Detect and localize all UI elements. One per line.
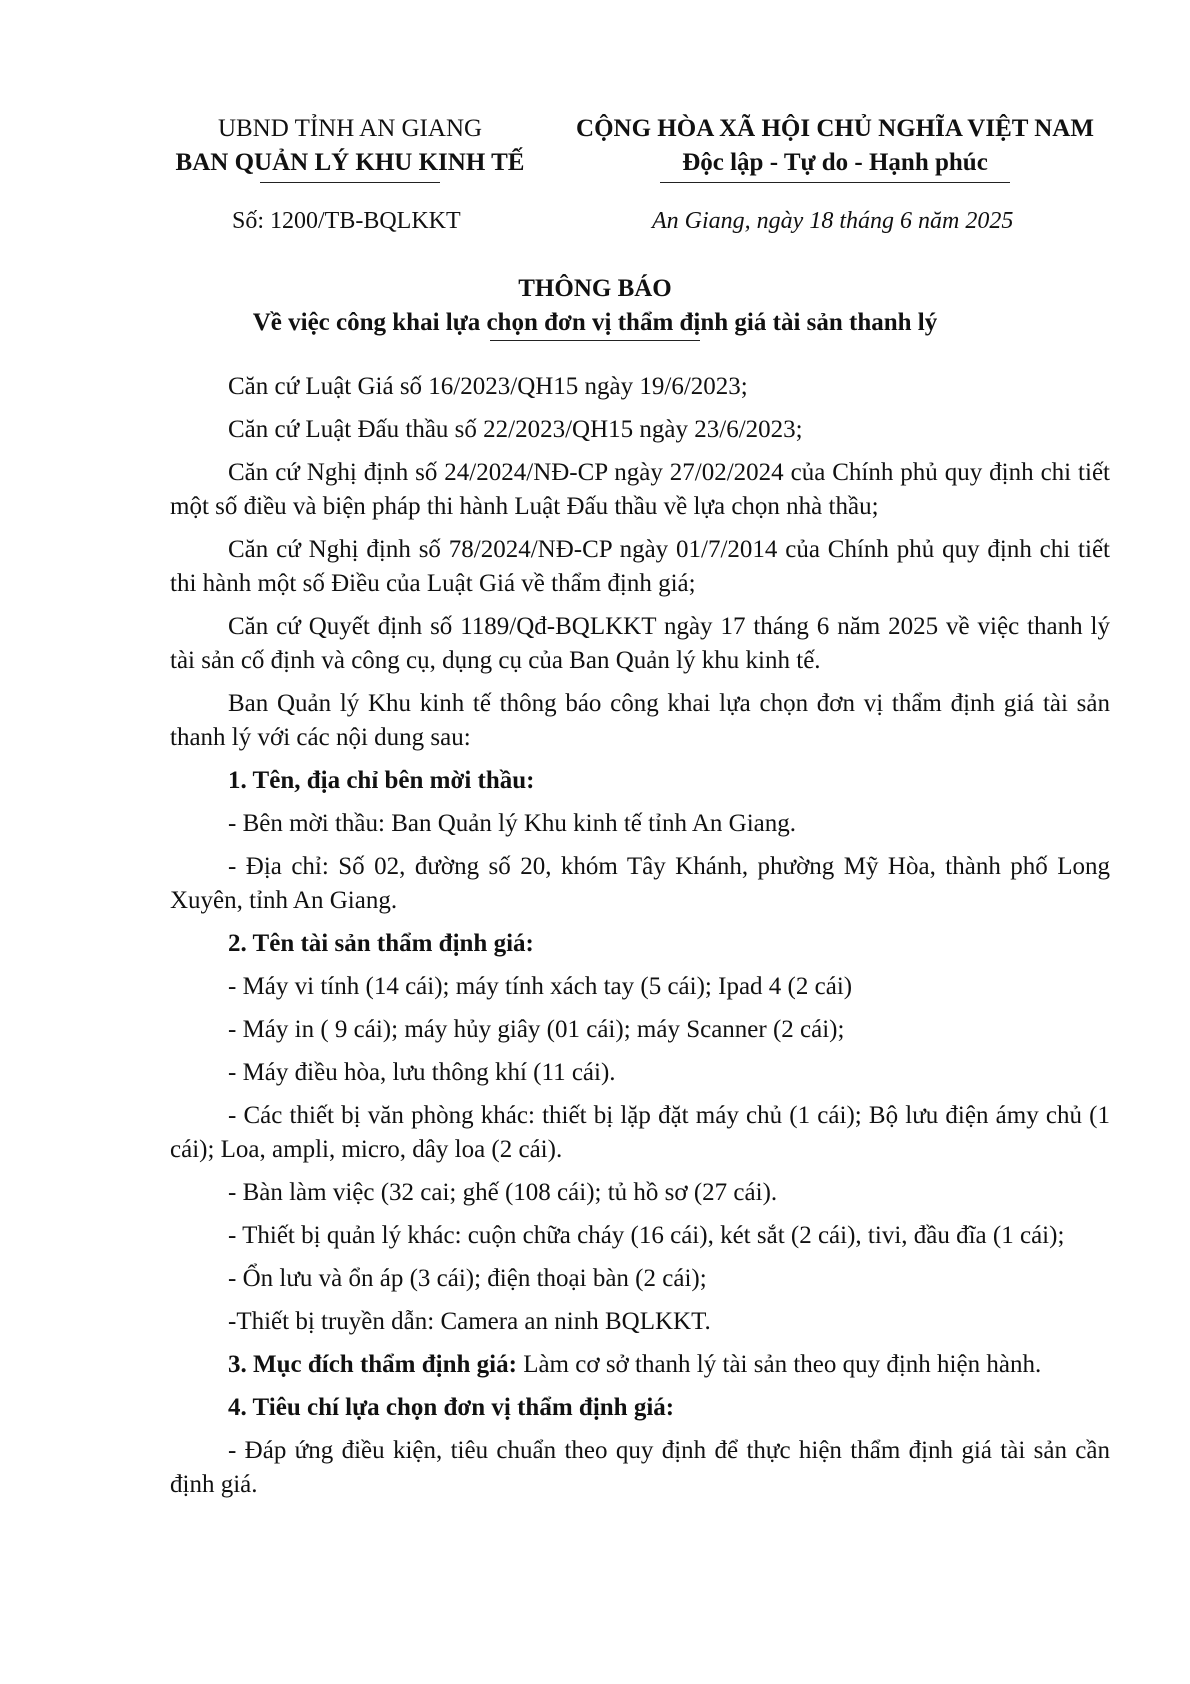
- agency-underline: [260, 182, 440, 183]
- legal-basis-4: Căn cứ Nghị định số 78/2024/NĐ-CP ngày 01/7/2014 của Chính phủ quy định chi tiết thi hành một số Điều của Luật Giá về thẩm định giá;: [170, 536, 1110, 597]
- national-motto-block: [570, 112, 1100, 183]
- section-1-heading: 1. Tên, địa chỉ bên mời thầu:: [228, 767, 535, 794]
- section-1-item: - Bên mời thầu: Ban Quản lý Khu kinh tế tỉnh An Giang.: [228, 810, 797, 837]
- asset-list-item: - Máy vi tính (14 cái); máy tính xách tay (5 cái); Ipad 4 (2 cái): [228, 973, 853, 1000]
- section-3-heading: 3. Mục đích thẩm định giá:: [228, 1351, 517, 1378]
- place-and-date: An Giang, ngày 18 tháng 6 năm 2025: [652, 208, 1014, 234]
- title-block: [100, 272, 1090, 341]
- section-4-item: - Đáp ứng điều kiện, tiêu chuẩn theo quy định để thực hiện thẩm định giá tài sản cần định giá.: [170, 1437, 1110, 1498]
- issuing-agency-block: [140, 112, 560, 183]
- country-name: CỘNG HÒA XÃ HỘI CHỦ NGHĨA VIỆT NAM: [576, 115, 1094, 142]
- subtitle-underline: [490, 340, 700, 341]
- document-body: [170, 370, 1110, 1511]
- asset-list-item: - Thiết bị quản lý khác: cuộn chữa cháy (16 cái), két sắt (2 cái), tivi, đầu đĩa (1 cái);: [228, 1222, 1065, 1249]
- legal-basis-1: Căn cứ Luật Giá số 16/2023/QH15 ngày 19/6/2023;: [228, 373, 748, 400]
- section-3-text: Làm cơ sở thanh lý tài sản theo quy định hiện hành.: [516, 1351, 1042, 1378]
- intro-paragraph: Ban Quản lý Khu kinh tế thông báo công khai lựa chọn đơn vị thẩm định giá tài sản thanh lý với các nội dung sau:: [170, 690, 1110, 751]
- asset-list-item: - Các thiết bị văn phòng khác: thiết bị lặp đặt máy chủ (1 cái); Bộ lưu điện ámy chủ (1 cái); Loa, ampli, micro, dây loa (2 cái).: [170, 1102, 1110, 1163]
- document-subtitle: Về việc công khai lựa chọn đơn vị thẩm định giá tài sản thanh lý: [252, 309, 938, 336]
- asset-list-item: - Máy điều hòa, lưu thông khí (11 cái).: [228, 1059, 616, 1086]
- section-2-heading: 2. Tên tài sản thẩm định giá:: [228, 930, 534, 957]
- legal-basis-2: Căn cứ Luật Đấu thầu số 22/2023/QH15 ngày 23/6/2023;: [228, 416, 803, 443]
- agency-name: BAN QUẢN LÝ KHU KINH TẾ: [175, 149, 525, 176]
- legal-basis-3: Căn cứ Nghị định số 24/2024/NĐ-CP ngày 27/02/2024 của Chính phủ quy định chi tiết một số điều và biện pháp thi hành Luật Đấu thầu về lựa chọn nhà thầu;: [170, 459, 1110, 520]
- section-3: [170, 1348, 1110, 1382]
- motto-underline: [660, 182, 1010, 183]
- asset-list-item: - Bàn làm việc (32 cai; ghế (108 cái); tủ hồ sơ (27 cái).: [228, 1179, 778, 1206]
- document-number: Số: 1200/TB-BQLKKT: [232, 208, 461, 234]
- parent-agency-name: UBND TỈNH AN GIANG: [217, 115, 483, 142]
- section-1-item: - Địa chỉ: Số 02, đường số 20, khóm Tây Khánh, phường Mỹ Hòa, thành phố Long Xuyên, tỉnh An Giang.: [170, 853, 1110, 914]
- asset-list-item: - Máy in ( 9 cái); máy hủy giây (01 cái); máy Scanner (2 cái);: [228, 1016, 845, 1043]
- legal-basis-5: Căn cứ Quyết định số 1189/Qđ-BQLKKT ngày 17 tháng 6 năm 2025 về việc thanh lý tài sản cố định và công cụ, dụng cụ của Ban Quản lý khu kinh tế.: [170, 613, 1110, 674]
- asset-list-item: - Ổn lưu và ổn áp (3 cái); điện thoại bàn (2 cái);: [228, 1265, 707, 1292]
- document-title: THÔNG BÁO: [518, 275, 672, 302]
- motto: Độc lập - Tự do - Hạnh phúc: [682, 149, 988, 176]
- asset-list-item: -Thiết bị truyền dẫn: Camera an ninh BQLKKT.: [228, 1308, 711, 1335]
- section-4-heading: 4. Tiêu chí lựa chọn đơn vị thẩm định giá:: [228, 1394, 675, 1421]
